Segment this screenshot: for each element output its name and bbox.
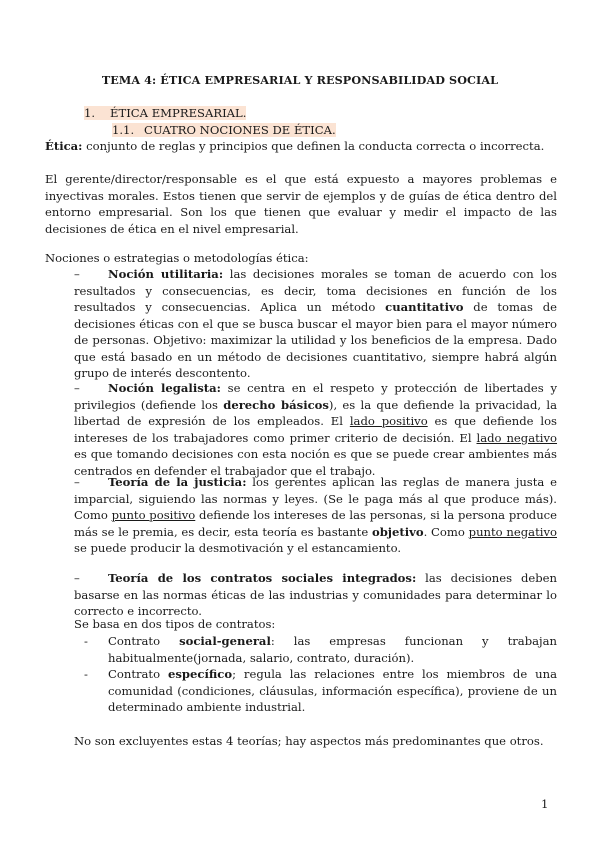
etica-text: conjunto de reglas y principios que definen la conducta correcta o incorrecta. — [82, 139, 545, 153]
bullet-dash: – — [74, 475, 80, 489]
closing-paragraph: No son excluyentes estas 4 teorías; hay aspectos más predominantes que otros. — [74, 734, 544, 748]
contrato-especifico-item: - Contrato específico; regula las relaciones entre los miembros de una comunidad (condiciones, cláusulas, información específica), proviene de un determinado ambiente industrial. — [84, 667, 557, 714]
nocion-utilitaria: – Noción utilitaria: las decisiones morales se toman de acuerdo con los resultados y consecuencias, es decir, toma decisiones en función de los resultados y consecuencias. Aplica un método cuantitativo de tomas de decisiones éticas con el que se busca buscar el mayor bien para el mayor número de personas. Objetivo: maximizar la utilidad y los beneficios de la empresa. Dado que está basado en un método de decisiones cuantitativo, siempre habrá algún grupo de interés descontento. — [74, 267, 557, 380]
nociones-intro: Nociones o estrategias o metodologías ética: — [45, 251, 309, 265]
subsection-number: 1.1. — [112, 123, 135, 137]
section-heading-text: ÉTICA EMPRESARIAL. — [110, 106, 247, 120]
tipos-intro: Se basa en dos tipos de contratos: — [74, 617, 276, 631]
bullet-dash: – — [74, 381, 80, 395]
bullet-dash: – — [74, 267, 80, 281]
section-number: 1. — [84, 106, 96, 120]
teoria-contratos: – Teoría de los contratos sociales integrados: las decisiones deben basarse en las normas éticas de las industrias y comunidades para determinar lo correcto e incorrecto. — [74, 571, 557, 618]
subsection-heading-text: CUATRO NOCIONES DE ÉTICA. — [144, 123, 336, 137]
nocion-legalista: – Noción legalista: se centra en el respeto y protección de libertades y privilegios (defiende los derecho básicos), es la que defiende la privacidad, la libertad de expresión de los empleados. El lado positivo es que defiende los intereses de los trabajadores como primer criterio de decisión. El lado negativo es que tomando decisiones con esta noción es que se puede crear ambientes más centrados en defender el trabajador que el trabajo. — [74, 381, 558, 478]
contrato-social-item: - Contrato social-general: las empresas funcionan y trabajan habitualmente(jornada, salario, contrato, duración). — [84, 634, 557, 665]
subsection-heading — [112, 122, 336, 139]
bullet-dash: – — [74, 571, 80, 585]
etica-definition — [45, 138, 557, 155]
sub-bullet: - — [84, 667, 88, 681]
section-heading — [84, 105, 246, 122]
gerente-paragraph: El gerente/director/responsable es el que está expuesto a mayores problemas e inyectivas morales. Estos tienen que servir de ejemplos y de guías de ética dentro del entorno empresarial. Son los que tienen que evaluar y medir el impacto de las decisiones de ética en el nivel empresarial. — [45, 172, 557, 236]
etica-term: Ética: — [45, 139, 83, 153]
teoria-justicia: – Teoría de la justicia: los gerentes aplican las reglas de manera justa e imparcial, siguiendo las normas y leyes. (Se le paga más al que produce más). Como punto positivo defiende los intereses de las personas, si la persona produce más se le premia, es decir, esta teoría es bastante objetivo. Como punto negativo se puede producir la desmotivación y el estancamiento. — [74, 475, 558, 555]
page-number: 1 — [541, 797, 549, 811]
page-title: TEMA 4: ÉTICA EMPRESARIAL Y RESPONSABILIDAD SOCIAL — [101, 73, 499, 87]
sub-bullet: - — [84, 634, 88, 648]
